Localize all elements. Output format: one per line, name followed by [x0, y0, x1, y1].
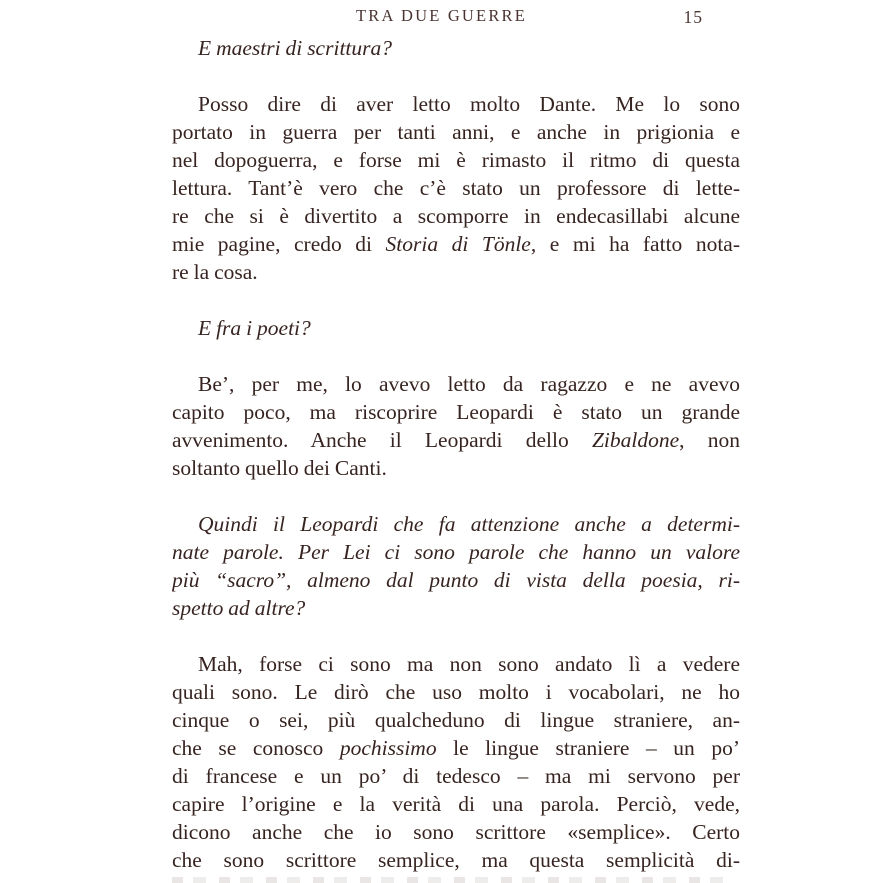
- text-line: [172, 370, 740, 398]
- text-segment: re la cosa.: [172, 260, 258, 284]
- text-segment: Quindi il Leopardi che fa attenzione anche a determi-: [198, 512, 740, 536]
- text-segment: E maestri di scrittura?: [198, 36, 393, 60]
- text-line: [172, 706, 740, 734]
- text-segment: Be’, per me, lo avevo letto da ragazzo e ne avevo: [198, 372, 740, 396]
- italic-work-title: Storia di Tönle: [385, 232, 531, 256]
- text-line: [172, 846, 740, 874]
- text-line: [172, 118, 740, 146]
- text-segment: di francese e un po’ di tedesco – ma mi servono per: [172, 764, 740, 788]
- interview-answer: [172, 370, 740, 482]
- text-segment: avvenimento. Anche il Leopardi dello: [172, 428, 592, 452]
- text-segment: re che si è divertito a scomporre in endecasillabi alcune: [172, 204, 740, 228]
- text-segment: che sono scrittore semplice, ma questa semplicità di-: [172, 848, 740, 872]
- text-segment: più “sacro”, almeno dal punto di vista della poesia, ri-: [172, 568, 740, 592]
- text-segment: capito poco, ma riscoprire Leopardi è stato un grande: [172, 400, 740, 424]
- text-segment: Mah, forse ci sono ma non sono andato lì a vedere: [198, 652, 740, 676]
- interview-answer: [172, 90, 740, 286]
- text-line: [172, 818, 740, 846]
- text-segment: spetto ad altre?: [172, 596, 306, 620]
- italic-work-title: Zibaldone: [591, 428, 680, 452]
- text-segment: dicono anche che io sono scrittore «semplice». Certo: [172, 820, 740, 844]
- page-number: 15: [683, 7, 703, 27]
- text-line: [172, 734, 740, 762]
- text-line: [172, 426, 740, 454]
- text-line: [172, 230, 740, 258]
- text-segment: nel dopoguerra, e forse mi è rimasto il ritmo di questa: [172, 148, 740, 172]
- text-segment: E fra i poeti?: [198, 316, 311, 340]
- text-line: [172, 566, 740, 594]
- interview-question: [172, 314, 740, 342]
- text-column: [172, 0, 740, 874]
- text-segment: nate parole. Per Lei ci sono parole che hanno un valore: [172, 540, 740, 564]
- text-segment: , non: [679, 428, 740, 452]
- text-line: [172, 650, 740, 678]
- interview-question: [172, 510, 740, 622]
- text-line: [172, 678, 740, 706]
- text-line: [172, 258, 740, 286]
- text-line: [172, 538, 740, 566]
- text-line: [172, 202, 740, 230]
- text-line: [172, 398, 740, 426]
- italic-work-title: pochissimo: [339, 736, 437, 760]
- text-segment: mie pagine, credo di: [172, 232, 386, 256]
- text-line: [172, 90, 740, 118]
- text-segment: le lingue straniere – un po’: [436, 736, 740, 760]
- text-line: [172, 790, 740, 818]
- running-title: TRA DUE GUERRE: [355, 6, 528, 25]
- cropped-next-line: [172, 877, 732, 883]
- text-segment: quali sono. Le dirò che uso molto i vocabolari, ne ho: [172, 680, 740, 704]
- text-line: [172, 314, 740, 342]
- text-line: [172, 34, 740, 62]
- text-segment: che se conosco: [172, 736, 340, 760]
- text-segment: cinque o sei, più qualcheduno di lingue straniere, an-: [172, 708, 740, 732]
- text-segment: lettura. Tant’è vero che c’è stato un professore di lette-: [172, 176, 740, 200]
- text-segment: , e mi ha fatto nota-: [530, 232, 740, 256]
- text-segment: capire l’origine e la verità di una parola. Perciò, vede,: [172, 792, 740, 816]
- text-line: [172, 174, 740, 202]
- text-line: [172, 762, 740, 790]
- text-segment: portato in guerra per tanti anni, e anche in prigionia e: [172, 120, 740, 144]
- text-line: [172, 594, 740, 622]
- interview-question: [172, 34, 740, 62]
- interview-answer: [172, 650, 740, 874]
- page-content: [172, 0, 740, 874]
- text-line: [172, 454, 740, 482]
- text-segment: soltanto quello dei Canti.: [172, 456, 387, 480]
- text-line: [172, 510, 740, 538]
- text-line: [172, 146, 740, 174]
- text-segment: Posso dire di aver letto molto Dante. Me lo sono: [198, 92, 740, 116]
